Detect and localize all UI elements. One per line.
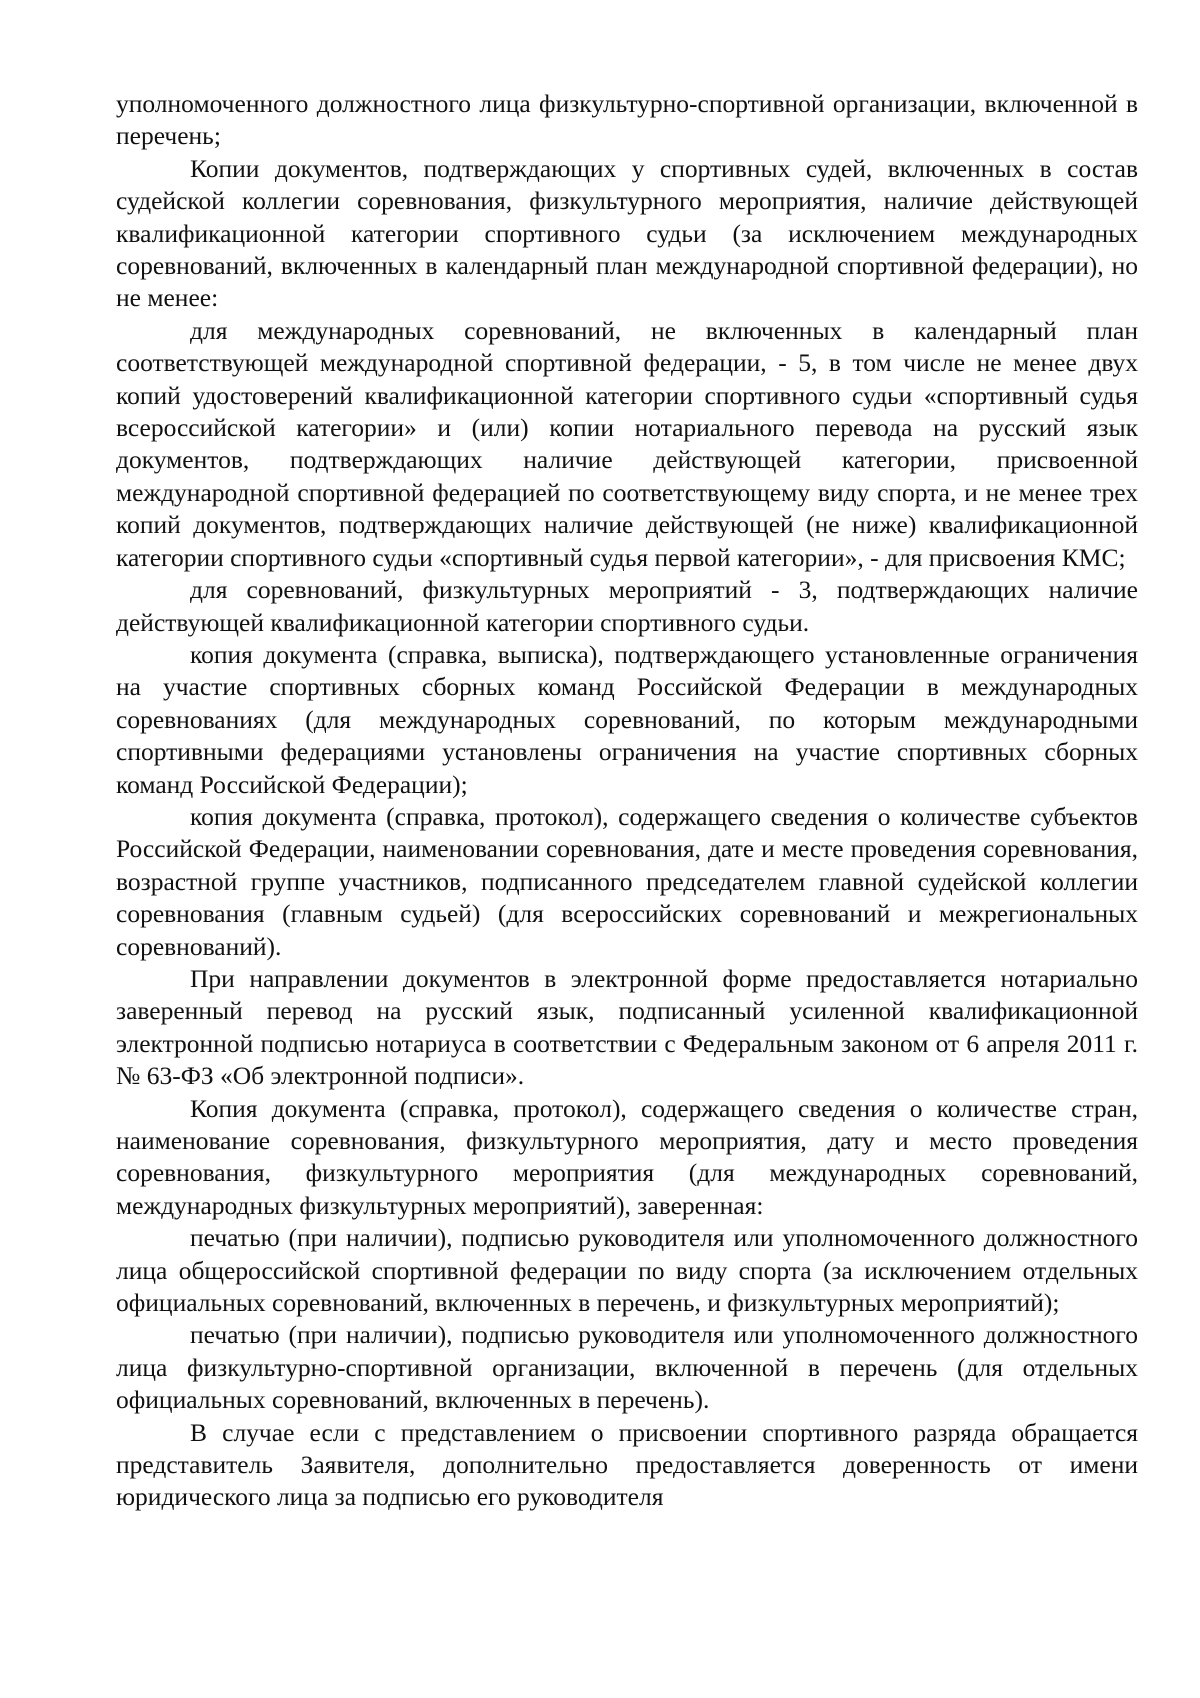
paragraph-1: уполномоченного должностного лица физкультурно-спортивной организации, включенной в перечень; xyxy=(116,89,1138,151)
paragraph-9: печатью (при наличии), подписью руководителя или уполномоченного должностного лица общероссийской спортивной федерации по виду спорта (за исключением отдельных официальных соревнований, включенных в перечень, и физкультурных мероприятий); xyxy=(116,1223,1138,1318)
paragraph-4: для соревнований, физкультурных мероприятий - 3, подтверждающих наличие действующей квалификационной категории спортивного судьи. xyxy=(116,575,1138,637)
paragraph-2: Копии документов, подтверждающих у спортивных судей, включенных в состав судейской коллегии соревнования, физкультурного мероприятия, наличие действующей квалификационной категории спортивного судьи (за исключением международных соревнований, включенных в календарный план международной спортивной федерации), но не менее: xyxy=(116,153,1138,313)
paragraph-11: В случае если с представлением о присвоении спортивного разряда обращается представитель Заявителя, дополнительно предоставляется доверенность от имени юридического лица за подписью его руководителя xyxy=(116,1417,1138,1512)
paragraph-8: Копия документа (справка, протокол), содержащего сведения о количестве стран, наименование соревнования, физкультурного мероприятия, дату и место проведения соревнования, физкультурного мероприятия (для международных соревнований, международных физкультурных мероприятий), заверенная: xyxy=(116,1093,1138,1220)
paragraph-5: копия документа (справка, выписка), подтверждающего установленные ограничения на участие спортивных сборных команд Российской Федерации в международных соревнованиях (для международных соревнований, по которым международными спортивными федерациями установлены ограничения на участие спортивных сборных команд Российской Федерации); xyxy=(116,639,1138,799)
document-body xyxy=(116,88,1138,1514)
paragraph-3: для международных соревнований, не включенных в календарный план соответствующей международной спортивной федерации, - 5, в том числе не менее двух копий удостоверений квалификационной категории спортивного судьи «спортивный судья всероссийской категории» и (или) копии нотариального перевода на русский язык документов, подтверждающих наличие действующей категории, присвоенной международной спортивной федерацией по соответствующему виду спорта, и не менее трех копий документов, подтверждающих наличие действующей (не ниже) квалификационной категории спортивного судьи «спортивный судья первой категории», - для присвоения КМС; xyxy=(116,315,1138,572)
paragraph-6: копия документа (справка, протокол), содержащего сведения о количестве субъектов Российской Федерации, наименовании соревнования, дате и месте проведения соревнования, возрастной группе участников, подписанного председателем главной судейской коллегии соревнования (главным судьей) (для всероссийских соревнований и межрегиональных соревнований). xyxy=(116,801,1138,961)
paragraph-7: При направлении документов в электронной форме предоставляется нотариально заверенный перевод на русский язык, подписанный усиленной квалификационной электронной подписью нотариуса в соответствии с Федеральным законом от 6 апреля 2011 г. № 63-ФЗ «Об электронной подписи». xyxy=(116,963,1138,1091)
paragraph-10: печатью (при наличии), подписью руководителя или уполномоченного должностного лица физкультурно-спортивной организации, включенной в перечень (для отдельных официальных соревнований, включенных в перечень). xyxy=(116,1320,1138,1415)
